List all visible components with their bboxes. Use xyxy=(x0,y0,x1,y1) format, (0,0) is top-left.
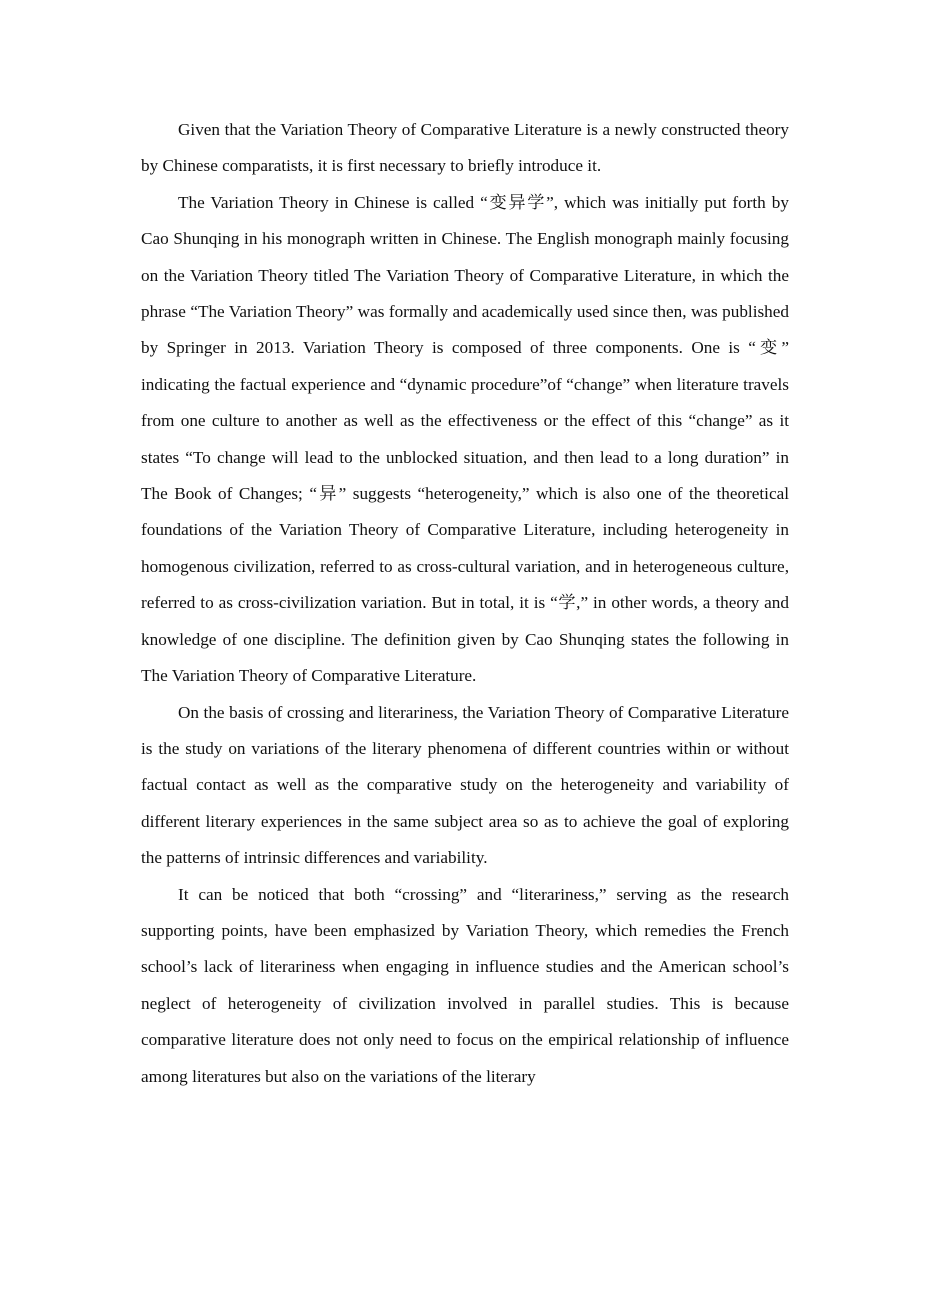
paragraph-intro: Given that the Variation Theory of Comparative Literature is a newly constructed theory by Chinese comparatists, it is first necessary to briefly introduce it. xyxy=(141,120,789,176)
paragraph-crossing-literariness: It can be noticed that both “crossing” and “literariness,” serving as the research supporting points, have been emphasized by Variation Theory, which remedies the French school’s lack of literariness when engaging in influence studies and the American school’s neglect of heterogeneity of civilization involved in parallel studies. This is because comparative literature does not only need to focus on the empirical relationship of influence among literatures but also on the variations of the literary xyxy=(141,884,789,1086)
paragraph-cao-shunqing-definition: On the basis of crossing and literariness, the Variation Theory of Comparative Literature is the study on variations of the literary phenomena of different countries within or without factual contact as well as the comparative study on the heterogeneity and variability of different literary experiences in the same subject area so as to achieve the goal of exploring the patterns of intrinsic differences and variability. xyxy=(141,702,789,868)
document-page xyxy=(141,112,789,1095)
paragraph-variation-theory-definition: The Variation Theory in Chinese is called “变异学”, which was initially put forth by Cao Shunqing in his monograph written in Chinese. The English monograph mainly focusing on the Variation Theory titled The Variation Theory of Comparative Literature, in which the phrase “The Variation Theory” was formally and academically used since then, was published by Springer in 2013. Variation Theory is composed of three components. One is “变” indicating the factual experience and “dynamic procedure”of “change” when literature travels from one culture to another as well as the effectiveness or the effect of this “change” as it states “To change will lead to the unblocked situation, and then lead to a long duration” in The Book of Changes; “异” suggests “heterogeneity,” which is also one of the theoretical foundations of the Variation Theory of Comparative Literature, including heterogeneity in homogenous civilization, referred to as cross-cultural variation, and in heterogeneous culture, referred to as cross-civilization variation. But in total, it is “学,” in other words, a theory and knowledge of one discipline. The definition given by Cao Shunqing states the following in The Variation Theory of Comparative Literature. xyxy=(141,192,789,686)
